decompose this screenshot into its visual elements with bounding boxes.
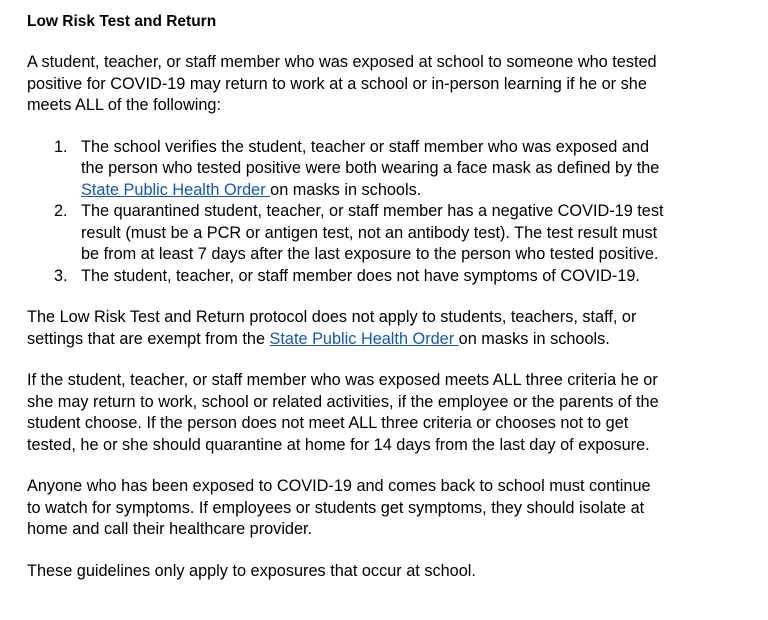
- criteria-line: the person who tested positive were both wearing a face mask as defined by the: [81, 159, 660, 177]
- criteria-met-paragraph: [27, 370, 748, 456]
- criteria-met-line: student choose. If the person does not meet ALL three criteria or chooses not to get: [27, 414, 629, 432]
- state-public-health-order-link[interactable]: State Public Health Order: [81, 180, 271, 199]
- list-number: 3.: [54, 266, 68, 285]
- applicability-text: on masks in schools.: [458, 329, 610, 348]
- criteria-line: result (must be a PCR or antigen test, not an antibody test). The test result must: [81, 223, 658, 242]
- scope-paragraph: [27, 561, 748, 583]
- criteria-line: [81, 180, 748, 202]
- criteria-text: on masks in schools.: [270, 180, 422, 199]
- criteria-list: [27, 137, 748, 288]
- applicability-line: The Low Risk Test and Return protocol does not apply to students, teachers, staff, or: [27, 308, 637, 326]
- symptoms-line: to watch for symptoms. If employees or students get symptoms, they should isolate at: [27, 498, 645, 517]
- criteria-met-line: tested, he or she should quarantine at home for 14 days from the last day of exposure.: [27, 435, 650, 454]
- criteria-met-line: she may return to work, school or related activities, if the employee or the parents of the: [27, 392, 659, 411]
- section-heading: Low Risk Test and Return: [27, 13, 217, 30]
- criteria-item-2: [27, 201, 748, 266]
- state-public-health-order-link[interactable]: State Public Health Order: [269, 329, 459, 348]
- intro-line: positive for COVID-19 may return to work at a school or in-person learning if he or she: [27, 74, 647, 93]
- criteria-item-3: [27, 266, 748, 288]
- symptoms-line: Anyone who has been exposed to COVID-19 and comes back to school must continue: [27, 477, 651, 495]
- symptoms-line: home and call their healthcare provider.: [27, 520, 313, 538]
- criteria-line: be from at least 7 days after the last exposure to the person who tested positive.: [81, 245, 659, 263]
- list-number: 2.: [54, 202, 68, 220]
- criteria-line: The student, teacher, or staff member does not have symptoms of COVID-19.: [81, 266, 640, 285]
- intro-line: meets ALL of the following:: [27, 96, 221, 114]
- intro-line: A student, teacher, or staff member who was exposed at school to someone who tested: [27, 53, 657, 71]
- criteria-met-line: If the student, teacher, or staff member who was exposed meets ALL three criteria he or: [27, 371, 658, 389]
- applicability-text: settings that are exempt from the: [27, 329, 270, 348]
- criteria-line: The school verifies the student, teacher or staff member who was exposed and: [81, 137, 650, 156]
- list-number: 1.: [54, 137, 68, 156]
- criteria-item-1: [27, 137, 748, 202]
- intro-paragraph: [27, 52, 748, 117]
- criteria-line: The quarantined student, teacher, or staff member has a negative COVID-19 test: [81, 202, 664, 220]
- applicability-line: [27, 329, 748, 351]
- applicability-paragraph: [27, 307, 748, 350]
- symptoms-paragraph: [27, 476, 748, 541]
- scope-line: These guidelines only apply to exposures that occur at school.: [27, 561, 476, 580]
